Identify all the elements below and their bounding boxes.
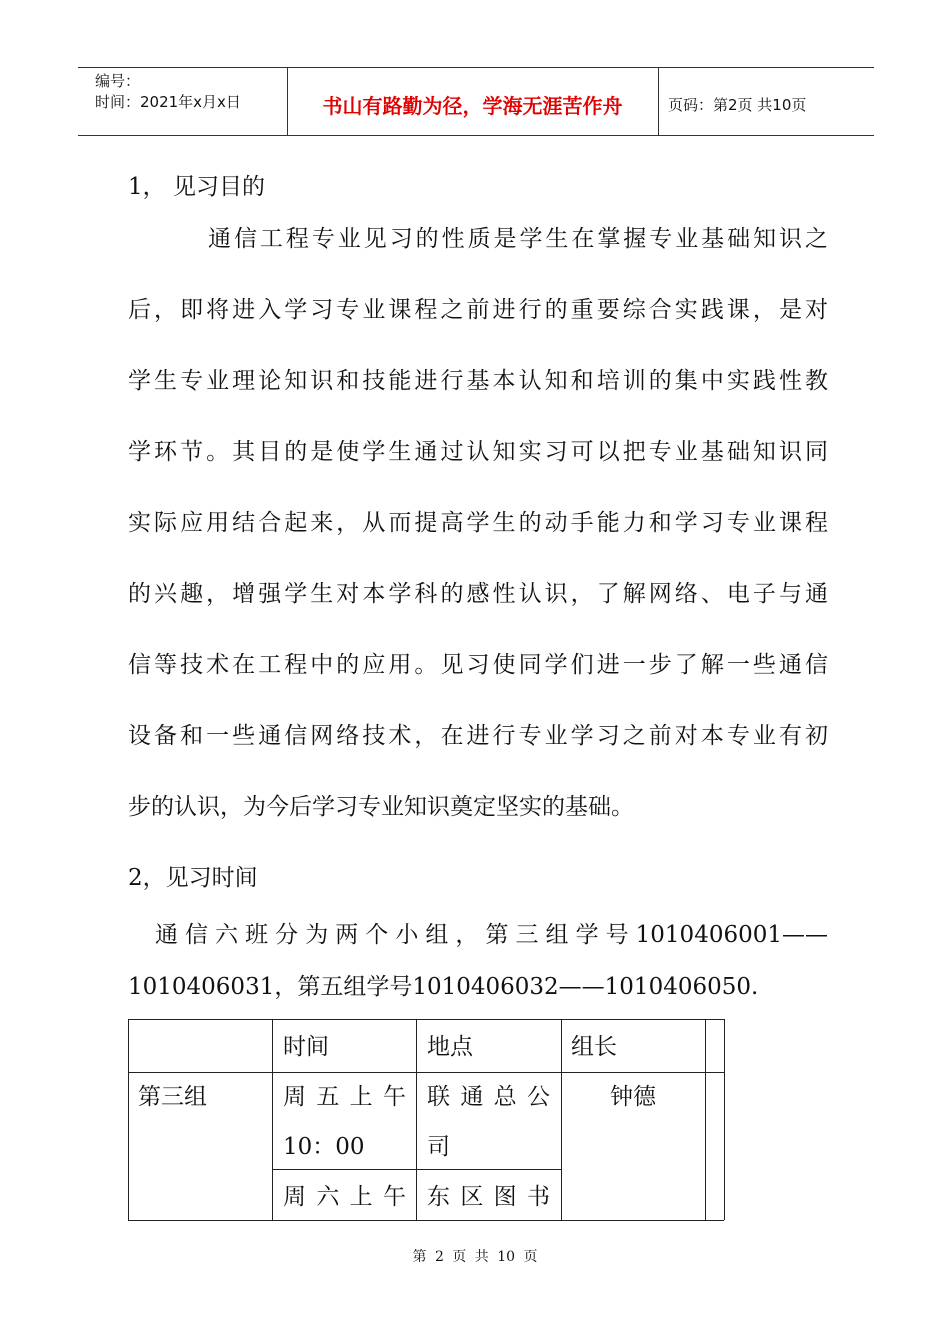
page-footer: 第 2 页 共 10 页 [412, 1249, 538, 1265]
paragraph-line: 通信六班分为两个小组，第三组学号1010406001—— [155, 922, 828, 948]
table-rule [705, 1019, 706, 1220]
table-cell-place: 司 [427, 1134, 450, 1160]
section-heading: 1， 见习目的 [128, 174, 265, 200]
paragraph-line: 1010406031，第五组学号1010406032——1010406050. [128, 974, 759, 1000]
document-number-label: 编号： [95, 72, 141, 90]
table-rule [128, 1019, 724, 1020]
header-divider-right [658, 67, 659, 135]
header-top-rule [78, 67, 874, 68]
table-cell-place: 东区图书 [427, 1184, 550, 1210]
table-rule [724, 1019, 725, 1220]
table-rule [128, 1072, 724, 1073]
document-date-label: 时间：2021年x月x日 [95, 93, 241, 111]
table-header-cell: 组长 [571, 1034, 617, 1060]
table-cell-leader: 钟德 [610, 1084, 656, 1110]
table-cell-time: 周五上午 [283, 1084, 406, 1110]
table-header-cell: 地点 [427, 1034, 473, 1060]
table-rule [128, 1019, 129, 1220]
paragraph-line: 设备和一些通信网络技术，在进行专业学习之前对本专业有初 [128, 723, 828, 749]
table-rule [128, 1220, 724, 1221]
table-cell-time: 周六上午 [283, 1184, 406, 1210]
table-rule [272, 1019, 273, 1220]
table-header-cell: 时间 [283, 1034, 329, 1060]
paragraph-line: 学生专业理论知识和技能进行基本认知和培训的集中实践性教 [128, 368, 828, 394]
header-bottom-rule [78, 135, 874, 136]
section-heading: 2，见习时间 [128, 865, 258, 891]
table-rule [416, 1019, 417, 1220]
paragraph-line: 通信工程专业见习的性质是学生在掌握专业基础知识之 [208, 226, 828, 252]
paragraph-line: 后，即将进入学习专业课程之前进行的重要综合实践课，是对 [128, 297, 828, 323]
paragraph-line: 的兴趣，增强学生对本学科的感性认识，了解网络、电子与通 [128, 581, 828, 607]
table-rule [561, 1019, 562, 1220]
table-cell-place: 联通总公 [427, 1084, 550, 1110]
paragraph-line: 信等技术在工程中的应用。见习使同学们进一步了解一些通信 [128, 652, 828, 678]
page-code-label: 页码：第2页 共10页 [668, 96, 807, 114]
table-cell-time: 10：00 [283, 1134, 365, 1160]
paragraph-line: 实际应用结合起来，从而提高学生的动手能力和学习专业课程 [128, 510, 828, 536]
paragraph-line: 步的认识，为今后学习专业知识奠定坚实的基础。 [128, 794, 634, 820]
paragraph-line: 学环节。其目的是使学生通过认知实习可以把专业基础知识同 [128, 439, 828, 465]
table-cell-group: 第三组 [138, 1084, 207, 1110]
header-motto: 书山有路勤为径，学海无涯苦作舟 [322, 94, 623, 118]
